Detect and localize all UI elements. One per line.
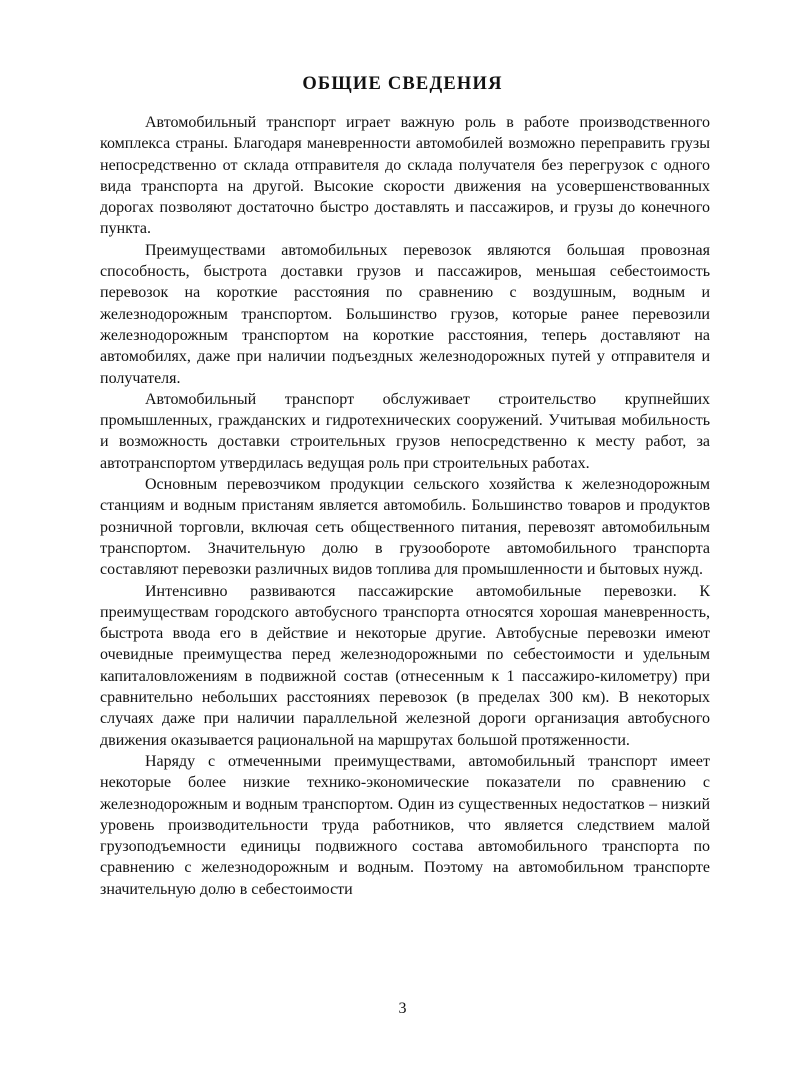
paragraph-6: Наряду с отмеченными преимуществами, автомобильный транспорт имеет некоторые более низкие технико-экономические показатели по сравнению с железнодорожным и водным транспортом. Один из существенных недостатков – низкий уровень производительности труда работников, что является следствием малой грузоподъемности единицы подвижного состава автомобильного транспорта по сравнению с железнодорожным и водным. Поэтому на автомобильном транспорте значительную долю в себестоимости: [100, 752, 710, 898]
page-title: ОБЩИЕ СВЕДЕНИЯ: [302, 74, 503, 94]
paragraph-4: Основным перевозчиком продукции сельского хозяйства к железнодорожным станциям и водным пристаням является автомобиль. Большинство товаров и продуктов розничной торговли, включая сеть общественного питания, перевозят автомобильным транспортом. Значительную долю в грузообороте автомобильного транспорта составляют перевозки различных видов топлива для промышленности и бытовых нужд.: [100, 476, 710, 579]
paragraph-1: Автомобильный транспорт играет важную роль в работе производственного комплекса страны. Благодаря маневренности автомобилей возможно переправить грузы непосредственно от склада отправителя до склада получателя без перегрузок с одного вида транспорта на другой. Высокие скорости движения на усовершенствованных дорогах позволяют достаточно быстро доставлять и пассажиров, и грузы до конечного пункта.: [100, 114, 710, 238]
page-number: 3: [398, 1000, 407, 1017]
paragraph-3: Автомобильный транспорт обслуживает строительство крупнейших промышленных, гражданских и гидротехнических сооружений. Учитывая мобильность и возможность доставки строительных грузов непосредственно к месту работ, за автотранспортом утвердилась ведущая роль при строительных работах.: [100, 390, 710, 472]
paragraph-5: Интенсивно развиваются пассажирские автомобильные перевозки. К преимуществам городского автобусного транспорта относятся хорошая маневренность, быстрота ввода его в действие и некоторые другие. Автобусные перевозки имеют очевидные преимущества перед железнодорожными по себестоимости и удельным капиталовложениям в подвижной состав (отнесенным к 1 пассажиро-километру) при сравнительно небольших расстояниях перевозок (в пределах 300 км). В некоторых случаях даже при наличии параллельной железной дороги организация автобусного движения оказывается рациональной на маршрутах большой протяженности.: [100, 582, 710, 749]
body-text: [100, 112, 710, 900]
paragraph-2: Преимуществами автомобильных перевозок являются большая провозная способность, быстрота доставки грузов и пассажиров, меньшая себестоимость перевозок на короткие расстояния по сравнению с воздушным, водным и железнодорожным транспортом. Большинство грузов, которые ранее перевозили железнодорожным транспортом на короткие расстояния, теперь доставляют на автомобилях, даже при наличии подъездных железнодорожных путей у отправителя и получателя.: [100, 241, 710, 387]
